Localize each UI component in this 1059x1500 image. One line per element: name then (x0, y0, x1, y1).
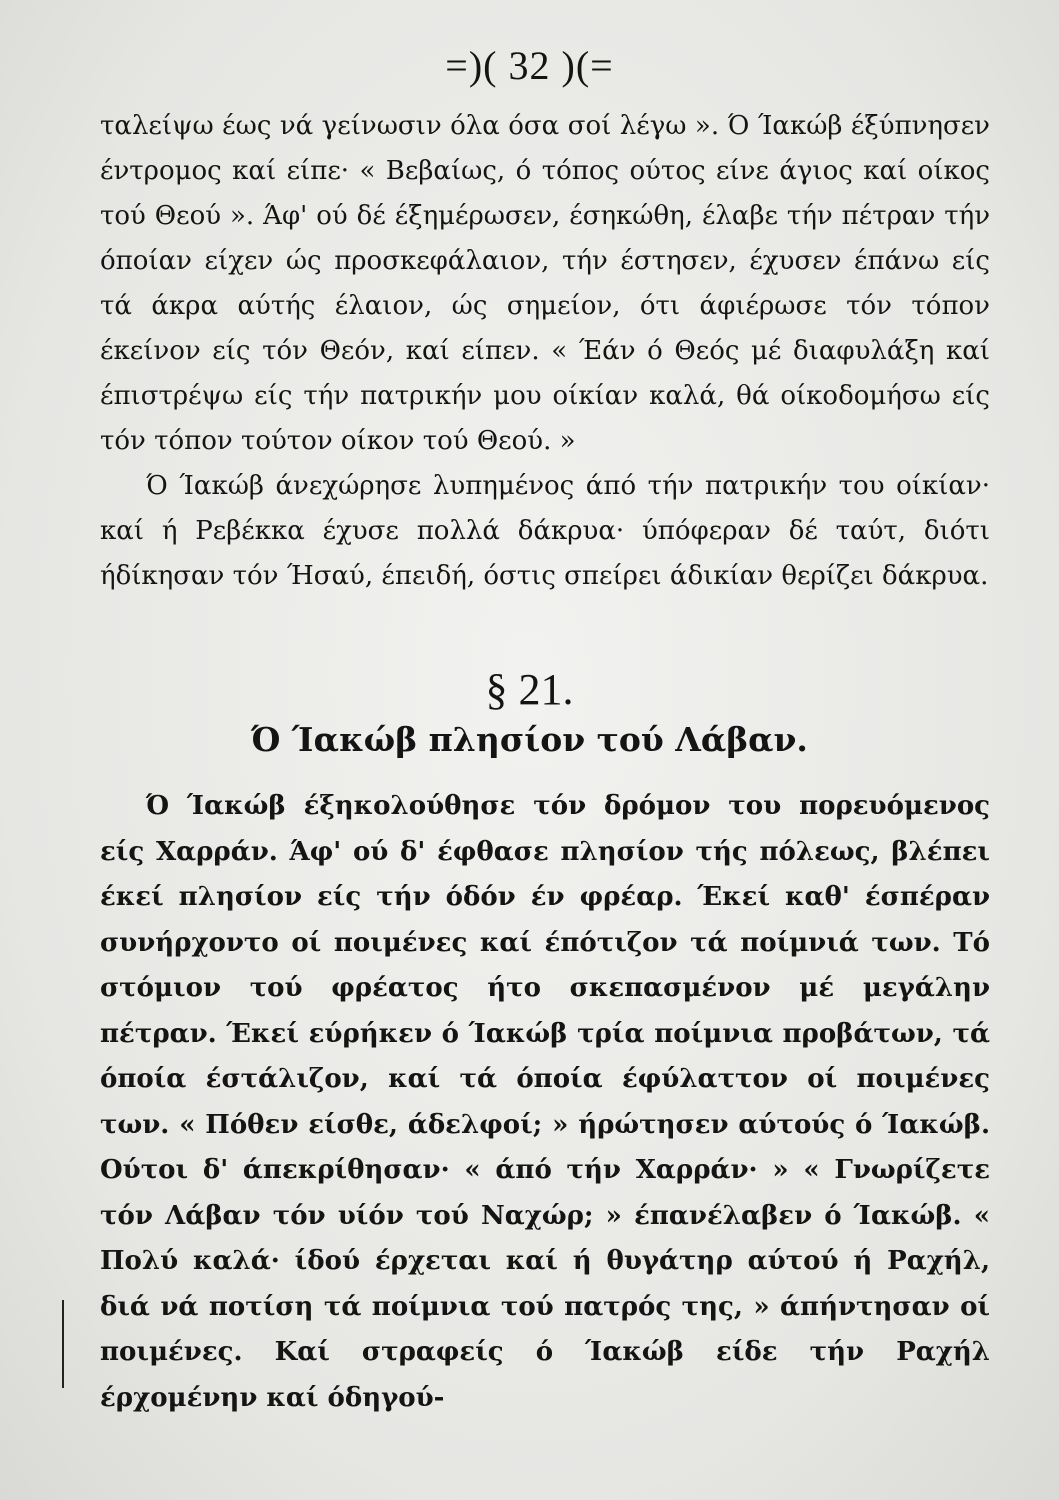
page-header: =)( 32 )(= (445, 43, 614, 88)
top-text-block (100, 104, 990, 599)
top-paragraph-2: Ό Ίακώβ άνεχώρησε λυπημένος άπό τήν πατρικήν του οίκίαν· καί ή Ρεβέκκα έχυσε πολλά δάκρυα· ύπόφεραν δέ ταύτ, διότι ήδίκησαν τόν Ήσαύ, έπειδή, όστις σπείρει άδικίαν θερίζει δάκρυα. (100, 471, 990, 591)
section-title: Ό Ίακώβ πλησίον τού Λάβαν. (251, 720, 808, 759)
section-number: § 21. (485, 665, 574, 714)
bottom-text-block (100, 784, 990, 1421)
top-paragraph-1: ταλείψω έως νά γείνωσιν όλα όσα σοί λέγω ». Ό Ίακώβ έξύπνησεν έντρομος καί είπε· « Βεβαίως, ό τόπος ούτος είνε άγιος καί οίκος τού Θεού ». Άφ' ού δέ έξημέρωσεν, έσηκώθη, έλαβε τήν πέτραν τήν όποίαν είχεν ώς προσκεφάλαιον, τήν έστησεν, έχυσεν έπάνω είς τά άκρα αύτής έλαιον, ώς σημείον, ότι άφιέρωσε τόν τόπον έκείνον είς τόν Θεόν, καί είπεν. « Έάν ό Θεός μέ διαφυλάξη καί έπιστρέψω είς τήν πατρικήν μου οίκίαν καλά, θά οίκοδομήσω είς τόν τόπον τούτον οίκον τού Θεού. » (100, 111, 990, 456)
margin-pencil-mark (62, 1300, 64, 1388)
bottom-paragraph-1: Ό Ίακώβ έξηκολούθησε τόν δρόμον του πορευόμενος είς Χαρράν. Άφ' ού δ' έφθασε πλησίον τής πόλεως, βλέπει έκεί πλησίον είς τήν όδόν έν φρέαρ. Έκεί καθ' έσπέραν συνήρχοντο οί ποιμένες καί έπότιζον τά ποίμνιά των. Τό στόμιον τού φρέατος ήτο σκεπασμένον μέ μεγάλην πέτραν. Έκεί εύρήκεν ό Ίακώβ τρία ποίμνια προβάτων, τά όποία έστάλιζον, καί τά όποία έφύλαττον οί ποιμένες των. « Πόθεν είσθε, άδελφοί; » ήρώτησεν αύτούς ό Ίακώβ. Ούτοι δ' άπεκρίθησαν· « άπό τήν Χαρράν· » « Γνωρίζετε τόν Λάβαν τόν υίόν τού Ναχώρ; » έπανέλαβεν ό Ίακώβ. « Πολύ καλά· ίδού έρχεται καί ή θυγάτηρ αύτού ή Ραχήλ, διά νά ποτίση τά ποίμνια τού πατρός της, » άπήντησαν οί ποιμένες. Καί στραφείς ό Ίακώβ είδε τήν Ραχήλ έρχομένην καί όδηγού- (100, 791, 990, 1413)
